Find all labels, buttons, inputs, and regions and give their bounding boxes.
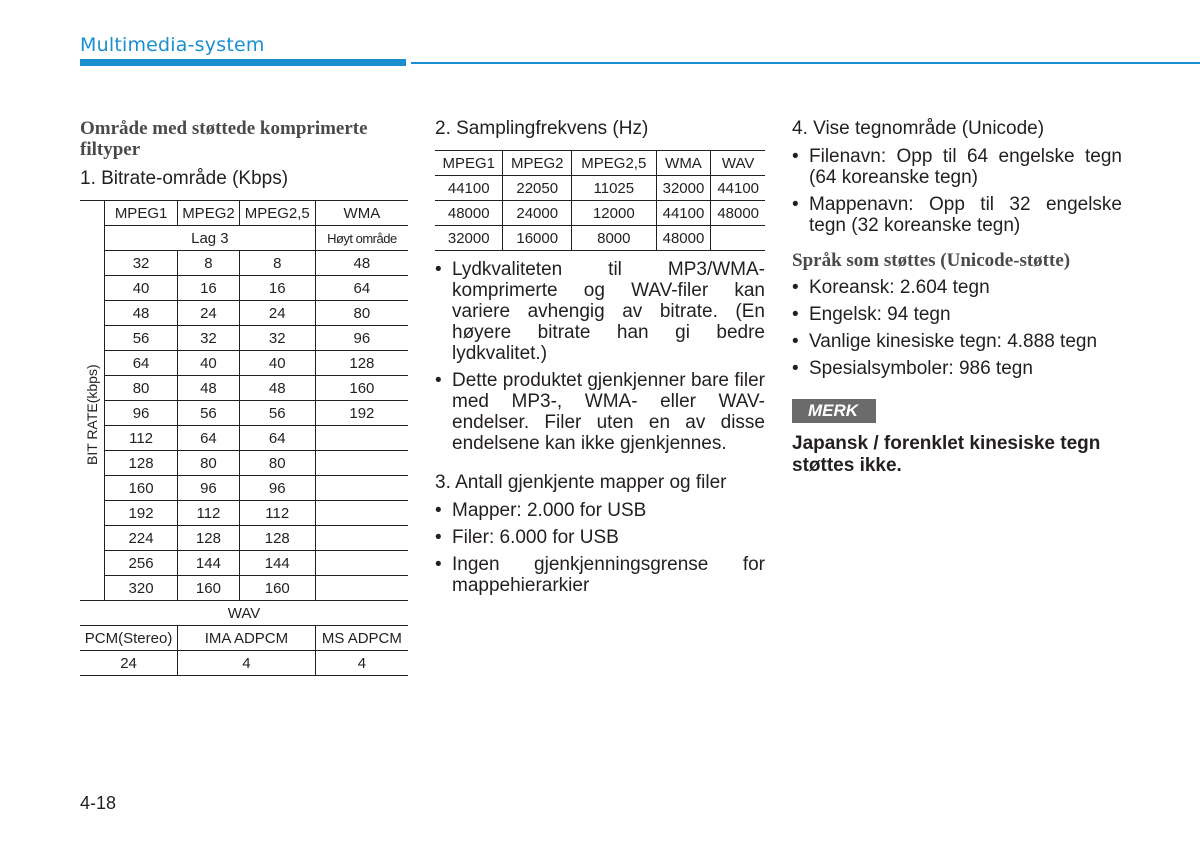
table-cell: 8: [178, 251, 240, 276]
table-cell: 112: [239, 501, 315, 526]
table-cell: 80: [315, 301, 408, 326]
table-cell: [315, 526, 408, 551]
column-header: MPEG2,5: [239, 201, 315, 226]
section-title: Multimedia-system: [80, 34, 265, 56]
list-item: • Koreansk: 2.604 tegn: [792, 277, 1122, 298]
table-cell: 56: [178, 401, 240, 426]
table-cell: [315, 476, 408, 501]
list-item: • Spesialsymboler: 986 tegn: [792, 358, 1122, 379]
header-accent-bar: [80, 59, 406, 66]
table-row: [80, 401, 408, 426]
wav-column-header: IMA ADPCM: [178, 626, 316, 651]
table-header-row: [80, 201, 408, 226]
sampling-table: [435, 150, 765, 251]
wav-column-header: PCM(Stereo): [80, 626, 178, 651]
table-cell: [315, 551, 408, 576]
table-cell: 160: [178, 576, 240, 601]
unicode-title: 4. Vise tegnområde (Unicode): [792, 118, 1045, 139]
table-cell: 56: [239, 401, 315, 426]
table-cell: 128: [105, 451, 178, 476]
column-header: WMA: [656, 151, 711, 176]
table-cell: 32: [239, 326, 315, 351]
column-header: MPEG1: [105, 201, 178, 226]
table-cell: 192: [315, 401, 408, 426]
list-item: • Vanlige kinesiske tegn: 4.888 tegn: [792, 331, 1122, 352]
table-cell: 96: [315, 326, 408, 351]
table-header-row: [435, 151, 765, 176]
table-cell: 8: [239, 251, 315, 276]
table-row: [80, 526, 408, 551]
table-row: [80, 376, 408, 401]
table-cell: 40: [178, 351, 240, 376]
table-cell: 80: [239, 451, 315, 476]
table-cell: 128: [315, 351, 408, 376]
table-row: [80, 326, 408, 351]
table-cell: 96: [239, 476, 315, 501]
table-row: [80, 551, 408, 576]
table-cell: 64: [105, 351, 178, 376]
bitrate-axis-label: BIT RATE(kbps): [84, 363, 100, 465]
table-row: [80, 226, 408, 251]
page-number: 4-18: [80, 793, 117, 813]
wav-label: WAV: [80, 601, 408, 626]
table-cell: 112: [178, 501, 240, 526]
table-cell: 22050: [503, 176, 572, 201]
table-cell: 96: [178, 476, 240, 501]
table-row: [80, 451, 408, 476]
table-cell: 224: [105, 526, 178, 551]
table-cell: 64: [315, 276, 408, 301]
list-item: • Mappenavn: Opp til 32 engelske tegn (32 koreanske tegn): [792, 194, 1122, 236]
table-cell: 56: [105, 326, 178, 351]
table-cell: 48000: [711, 201, 765, 226]
sampling-title: 2. Samplingfrekvens (Hz): [435, 118, 649, 139]
table-cell: [315, 426, 408, 451]
table-row: [435, 176, 765, 201]
list-item: • Lydkvaliteten til MP3/WMA-komprimerte og WAV-filer kan variere avhengig av bitrate. (En høyere bitrate han gi bedre lydkvalitet.): [435, 259, 765, 364]
column-header: WAV: [711, 151, 765, 176]
layer-label: Lag 3: [105, 226, 316, 251]
table-cell: 128: [178, 526, 240, 551]
wav-value: 4: [178, 651, 316, 676]
table-cell: 44100: [656, 201, 711, 226]
table-cell: 32000: [435, 226, 503, 251]
wma-range-label: Høyt område: [315, 226, 408, 251]
table-cell: 8000: [572, 226, 657, 251]
table-row: [435, 201, 765, 226]
table-cell: 16000: [503, 226, 572, 251]
table-row: [80, 576, 408, 601]
table-cell: 320: [105, 576, 178, 601]
column-header: MPEG2: [503, 151, 572, 176]
table-cell: 48000: [656, 226, 711, 251]
list-item: • Ingen gjenkjenningsgrense for mappehierarkier: [435, 554, 765, 596]
wav-value: 24: [80, 651, 178, 676]
note-text: Japansk / forenklet kinesiske tegn støttes ikke.: [792, 433, 1101, 476]
name-length-bullets: [792, 146, 1122, 236]
table-cell: 256: [105, 551, 178, 576]
table-row: [80, 276, 408, 301]
table-row: [80, 351, 408, 376]
column-header: MPEG1: [435, 151, 503, 176]
table-cell: 12000: [572, 201, 657, 226]
table-cell: 160: [315, 376, 408, 401]
table-cell: 144: [239, 551, 315, 576]
file-types-heading: Område med støttede komprimerte filtyper: [80, 118, 368, 160]
table-cell: 64: [239, 426, 315, 451]
table-row: [435, 226, 765, 251]
list-item: • Dette produktet gjenkjenner bare filer med MP3-, WMA- eller WAV-endelser. Filer uten en av disse endelsene kan ikke gjenkjennes.: [435, 370, 765, 454]
table-row: [80, 476, 408, 501]
table-cell: 32: [105, 251, 178, 276]
table-cell: 24: [239, 301, 315, 326]
wav-value: 4: [315, 651, 408, 676]
table-cell: 80: [105, 376, 178, 401]
languages-heading: Språk som støttes (Unicode-støtte): [792, 250, 1071, 271]
table-cell: 96: [105, 401, 178, 426]
table-cell: 40: [239, 351, 315, 376]
table-cell: 40: [105, 276, 178, 301]
table-row: [80, 626, 408, 651]
column-left: [80, 118, 410, 676]
column-right: [792, 118, 1122, 477]
table-cell: 24000: [503, 201, 572, 226]
table-row: [80, 301, 408, 326]
table-cell: 16: [239, 276, 315, 301]
note-label: MERK: [792, 399, 876, 423]
table-row: [80, 251, 408, 276]
table-cell: 16: [178, 276, 240, 301]
table-row: [80, 426, 408, 451]
list-item: • Engelsk: 94 tegn: [792, 304, 1122, 325]
header-rule: [411, 62, 1200, 64]
folders-title: 3. Antall gjenkjente mapper og filer: [435, 472, 727, 493]
table-cell: 160: [105, 476, 178, 501]
table-cell: 44100: [711, 176, 765, 201]
table-row: [80, 501, 408, 526]
column-header: WMA: [315, 201, 408, 226]
bitrate-table: [80, 200, 408, 676]
table-cell: 112: [105, 426, 178, 451]
column-header: MPEG2,5: [572, 151, 657, 176]
table-cell: 128: [239, 526, 315, 551]
bitrate-table-wrap: [80, 200, 410, 676]
quality-bullets: [435, 259, 765, 454]
table-cell: 80: [178, 451, 240, 476]
table-row: [80, 651, 408, 676]
list-item: • Filenavn: Opp til 64 engelske tegn (64 koreanske tegn): [792, 146, 1122, 188]
language-bullets: [792, 277, 1122, 379]
column-header: MPEG2: [178, 201, 240, 226]
list-item: • Filer: 6.000 for USB: [435, 527, 765, 548]
table-cell: 32000: [656, 176, 711, 201]
table-cell: 32: [178, 326, 240, 351]
table-cell: 144: [178, 551, 240, 576]
table-cell: 44100: [435, 176, 503, 201]
table-cell: [315, 576, 408, 601]
table-cell: 160: [239, 576, 315, 601]
table-cell: [315, 501, 408, 526]
column-middle: [435, 118, 765, 602]
table-cell: 48: [239, 376, 315, 401]
table-cell: 48: [178, 376, 240, 401]
table-cell: 48: [105, 301, 178, 326]
table-cell: 192: [105, 501, 178, 526]
table-cell: 48: [315, 251, 408, 276]
table-cell: 11025: [572, 176, 657, 201]
table-cell: 24: [178, 301, 240, 326]
table-row: [80, 601, 408, 626]
table-cell: [711, 226, 765, 251]
list-item: • Mapper: 2.000 for USB: [435, 500, 765, 521]
table-cell: [315, 451, 408, 476]
folder-bullets: [435, 500, 765, 596]
table-cell: 64: [178, 426, 240, 451]
wav-column-header: MS ADPCM: [315, 626, 408, 651]
bitrate-subheading: 1. Bitrate-område (Kbps): [80, 168, 289, 189]
table-cell: 48000: [435, 201, 503, 226]
